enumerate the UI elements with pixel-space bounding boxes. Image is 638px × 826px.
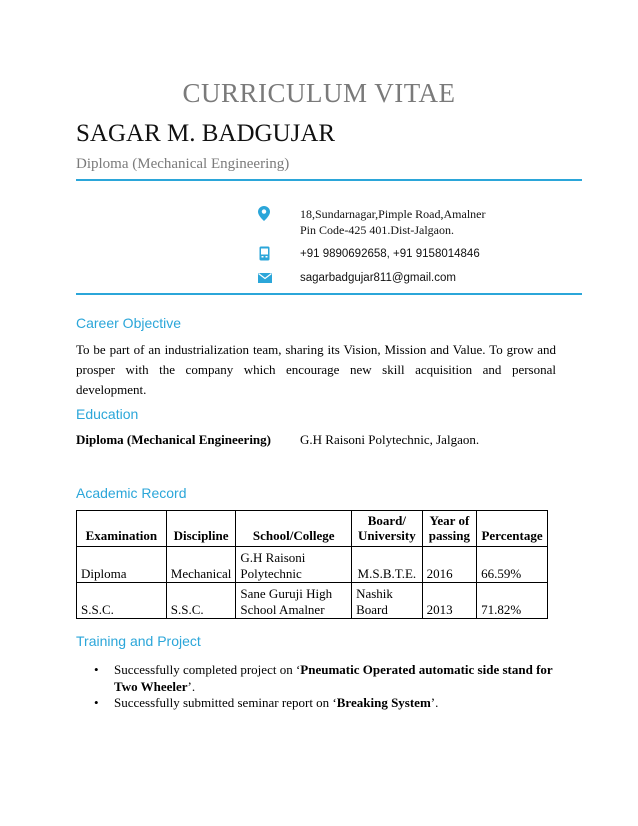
map-pin-icon: [258, 206, 270, 221]
academic-record-table: [76, 510, 548, 619]
address-line-2: Pin Code-425 401.Dist-Jalgaon.: [300, 223, 454, 237]
table-cell: 2013: [422, 583, 476, 619]
column-header-discipline: Discipline: [166, 511, 236, 547]
address-line-1: 18,Sundarnagar,Pimple Road,Amalner: [300, 207, 486, 221]
table-cell: Sane Guruji High School Amalner: [236, 583, 352, 619]
table-cell: 66.59%: [477, 547, 548, 583]
academic-record-heading: Academic Record: [76, 485, 187, 501]
bullet-icon: •: [94, 662, 99, 677]
table-cell: Mechanical: [166, 547, 236, 583]
table-cell: Diploma: [77, 547, 167, 583]
phone-icon: [259, 246, 270, 261]
table-cell: G.H Raisoni Polytechnic: [236, 547, 352, 583]
table-cell: S.S.C.: [77, 583, 167, 619]
candidate-subtitle: Diploma (Mechanical Engineering): [76, 156, 290, 172]
table-header-row: [77, 511, 548, 547]
email-address: sagarbadgujar811@gmail.com: [300, 272, 456, 284]
table-cell: 2016: [422, 547, 476, 583]
table-row: [77, 547, 548, 583]
list-item: [94, 694, 564, 711]
table-cell: 71.82%: [477, 583, 548, 619]
training-item-1-prefix: Successfully completed project on ‘: [114, 662, 301, 677]
document-title: CURRICULUM VITAE: [182, 78, 456, 108]
table-cell: Nashik Board: [352, 583, 423, 619]
career-objective-text: To be part of an industrialization team, sharing its Vision, Mission and Value. To grow and prosper with the company which encourage new skill acquisition and personal development.: [76, 342, 556, 397]
column-header-percentage: Percentage: [477, 511, 548, 547]
column-header-year: Year of passing: [422, 511, 476, 547]
table-cell: S.S.C.: [166, 583, 236, 619]
training-item-1-suffix: ’.: [187, 679, 196, 694]
education-degree: Diploma (Mechanical Engineering): [76, 432, 271, 447]
list-item: [94, 661, 564, 695]
table-row: [77, 583, 548, 619]
column-header-examination: Examination: [77, 511, 167, 547]
envelope-icon: [258, 273, 272, 283]
phone-numbers: +91 9890692658, +91 9158014846: [300, 248, 480, 260]
education-institute: G.H Raisoni Polytechnic, Jalgaon.: [300, 432, 480, 447]
contact-divider: [76, 293, 582, 295]
training-item-2-suffix: ’.: [430, 695, 439, 710]
table-cell: M.S.B.T.E.: [352, 547, 423, 583]
top-divider: [76, 179, 582, 181]
column-header-school: School/College: [236, 511, 352, 547]
column-header-board: Board/ University: [352, 511, 423, 547]
training-heading: Training and Project: [76, 633, 201, 649]
training-item-2-seminar: Breaking System: [336, 695, 431, 710]
training-item-1-project: Pneumatic Operated automatic side stand for Two Wheeler: [114, 662, 553, 694]
education-heading: Education: [76, 406, 139, 422]
training-item-2-prefix: Successfully submitted seminar report on ‘: [114, 695, 337, 710]
bullet-icon: •: [94, 695, 99, 710]
career-objective-heading: Career Objective: [76, 315, 182, 331]
candidate-name: SAGAR M. BADGUJAR: [76, 120, 336, 147]
